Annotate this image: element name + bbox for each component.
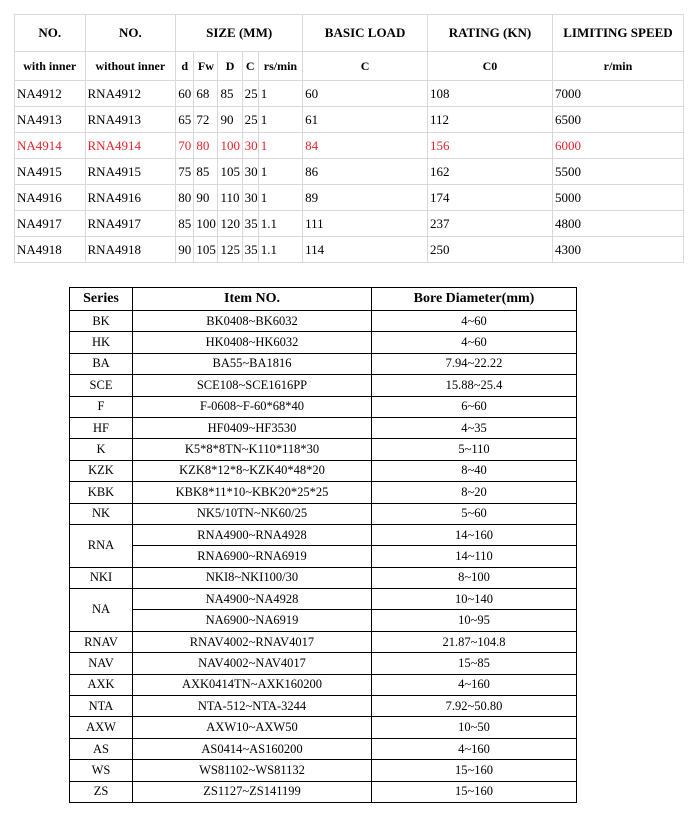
series-item-no: NA4900~NA4928 [133,589,372,610]
spec-row [15,185,684,211]
spec-cell-with-inner: NA4915 [15,159,86,185]
spec-row [15,81,684,107]
series-bore: 21.87~104.8 [372,631,577,652]
series-row [70,311,577,332]
header-no-without: NO. [85,15,176,52]
series-item-no: NAV4002~NAV4017 [133,653,372,674]
series-row [70,696,577,717]
spec-cell-rs: 1 [258,185,302,211]
header-outer-d: D [218,52,242,81]
series-item-no: HF0409~HF3530 [133,417,372,438]
spec-cell-c: 30 [242,159,258,185]
series-item-no: RNA6900~RNA6919 [133,546,372,567]
spec-cell-load-c: 89 [303,185,428,211]
series-row [70,760,577,781]
series-bore: 8~40 [372,460,577,481]
series-item-no: RNA4900~RNA4928 [133,524,372,545]
header-with-inner: with inner [15,52,86,81]
series-name: F [70,396,133,417]
spec-cell-load-c: 60 [303,81,428,107]
series-name: HK [70,332,133,353]
header-size: SIZE (MM) [176,15,303,52]
spec-cell-with-inner: NA4913 [15,107,86,133]
series-item-no: AS0414~AS160200 [133,738,372,759]
spec-cell-speed: 4300 [552,237,683,263]
series-row [70,524,577,545]
spec-cell-c: 25 [242,81,258,107]
series-item-no: KZK8*12*8~KZK40*48*20 [133,460,372,481]
series-row [70,567,577,588]
spec-cell-d: 65 [176,107,194,133]
spec-cell-speed: 5000 [552,185,683,211]
series-name: RNA [70,524,133,567]
spec-cell-c0: 250 [428,237,553,263]
spec-row [15,107,684,133]
series-item-no: AXK0414TN~AXK160200 [133,674,372,695]
spec-cell-rs: 1.1 [258,211,302,237]
series-row [70,717,577,738]
series-row [70,417,577,438]
spec-cell-with-inner: NA4917 [15,211,86,237]
header-rs: rs/min [258,52,302,81]
series-name: BK [70,311,133,332]
series-bore: 14~160 [372,524,577,545]
series-item-no: BK0408~BK6032 [133,311,372,332]
series-row [70,353,577,374]
spec-cell-without-inner: RNA4913 [85,107,176,133]
spec-cell-rs: 1.1 [258,237,302,263]
spec-row [15,133,684,159]
series-item-no: AXW10~AXW50 [133,717,372,738]
series-bore: 15.88~25.4 [372,375,577,396]
spec-cell-without-inner: RNA4914 [85,133,176,159]
series-bore: 15~160 [372,781,577,802]
header-c0: C0 [428,52,553,81]
header-basic-load: BASIC LOAD [303,15,428,52]
spec-cell-speed: 5500 [552,159,683,185]
spec-cell-without-inner: RNA4918 [85,237,176,263]
series-name: WS [70,760,133,781]
header-item-no: Item NO. [133,288,372,311]
spec-cell-speed: 7000 [552,81,683,107]
series-name: RNAV [70,631,133,652]
spec-cell-d: 85 [176,211,194,237]
series-item-no: F-0608~F-60*68*40 [133,396,372,417]
series-item-no: K5*8*8TN~K110*118*30 [133,439,372,460]
spec-cell-without-inner: RNA4916 [85,185,176,211]
series-name: HF [70,417,133,438]
series-row [70,610,577,631]
series-name: AXW [70,717,133,738]
spec-cell-D: 90 [218,107,242,133]
series-item-no: NK5/10TN~NK60/25 [133,503,372,524]
header-without-inner: without inner [85,52,176,81]
series-row [70,653,577,674]
spec-cell-load-c: 61 [303,107,428,133]
spec-header-row-1 [15,15,684,52]
spec-cell-d: 75 [176,159,194,185]
spec-cell-d: 70 [176,133,194,159]
spec-cell-c0: 237 [428,211,553,237]
spec-cell-D: 125 [218,237,242,263]
series-item-no: NKI8~NKI100/30 [133,567,372,588]
series-row [70,396,577,417]
spec-cell-fw: 100 [194,211,218,237]
series-name: SCE [70,375,133,396]
series-name: BA [70,353,133,374]
series-bore: 15~85 [372,653,577,674]
series-row [70,674,577,695]
series-item-no: WS81102~WS81132 [133,760,372,781]
spec-row [15,159,684,185]
series-bore: 5~110 [372,439,577,460]
header-d: d [176,52,194,81]
series-bore: 7.94~22.22 [372,353,577,374]
spec-row [15,211,684,237]
spec-cell-rs: 1 [258,159,302,185]
series-row [70,781,577,802]
spec-cell-load-c: 86 [303,159,428,185]
spec-row [15,237,684,263]
bearing-spec-table [14,14,684,263]
spec-cell-load-c: 111 [303,211,428,237]
series-bore: 7.92~50.80 [372,696,577,717]
spec-cell-with-inner: NA4916 [15,185,86,211]
spec-cell-d: 90 [176,237,194,263]
spec-cell-fw: 72 [194,107,218,133]
series-name: NA [70,589,133,632]
series-row [70,546,577,567]
spec-cell-rs: 1 [258,81,302,107]
spec-cell-c: 25 [242,107,258,133]
header-limiting-speed: LIMITING SPEED [552,15,683,52]
series-bore: 4~160 [372,738,577,759]
spec-cell-without-inner: RNA4912 [85,81,176,107]
series-name: KBK [70,482,133,503]
series-name: NTA [70,696,133,717]
series-row [70,482,577,503]
spec-cell-without-inner: RNA4917 [85,211,176,237]
series-row [70,738,577,759]
series-item-no: SCE108~SCE1616PP [133,375,372,396]
spec-cell-c0: 156 [428,133,553,159]
spec-cell-fw: 80 [194,133,218,159]
series-header-row [70,288,577,311]
spec-cell-c: 30 [242,133,258,159]
series-name: K [70,439,133,460]
series-table [69,287,577,803]
series-bore: 8~20 [372,482,577,503]
series-bore: 10~140 [372,589,577,610]
spec-cell-D: 85 [218,81,242,107]
series-bore: 8~100 [372,567,577,588]
spec-cell-d: 80 [176,185,194,211]
header-c-width: C [242,52,258,81]
series-bore: 6~60 [372,396,577,417]
spec-cell-c0: 108 [428,81,553,107]
spec-cell-D: 100 [218,133,242,159]
series-name: KZK [70,460,133,481]
series-item-no: ZS1127~ZS141199 [133,781,372,802]
series-name: NK [70,503,133,524]
series-row [70,375,577,396]
spec-cell-D: 110 [218,185,242,211]
series-name: ZS [70,781,133,802]
series-bore: 5~60 [372,503,577,524]
spec-cell-c0: 112 [428,107,553,133]
header-rmin: r/min [552,52,683,81]
spec-cell-D: 105 [218,159,242,185]
series-bore: 14~110 [372,546,577,567]
series-row [70,631,577,652]
spec-cell-c: 35 [242,237,258,263]
series-row [70,332,577,353]
series-bore: 4~60 [372,332,577,353]
spec-cell-fw: 85 [194,159,218,185]
spec-cell-with-inner: NA4914 [15,133,86,159]
series-name: AS [70,738,133,759]
spec-cell-fw: 105 [194,237,218,263]
series-item-no: NA6900~NA6919 [133,610,372,631]
series-name: NKI [70,567,133,588]
spec-cell-load-c: 114 [303,237,428,263]
series-item-no: KBK8*11*10~KBK20*25*25 [133,482,372,503]
spec-cell-with-inner: NA4918 [15,237,86,263]
spec-cell-without-inner: RNA4915 [85,159,176,185]
spec-cell-D: 120 [218,211,242,237]
spec-cell-d: 60 [176,81,194,107]
series-bore: 4~60 [372,311,577,332]
series-bore: 15~160 [372,760,577,781]
spec-cell-c0: 174 [428,185,553,211]
series-row [70,460,577,481]
series-bore: 4~35 [372,417,577,438]
series-bore: 10~50 [372,717,577,738]
spec-cell-with-inner: NA4912 [15,81,86,107]
spec-cell-c: 30 [242,185,258,211]
header-bore: Bore Diameter(mm) [372,288,577,311]
series-name: AXK [70,674,133,695]
spec-cell-speed: 6500 [552,107,683,133]
series-row [70,439,577,460]
header-c-load: C [303,52,428,81]
header-rating: RATING (KN) [428,15,553,52]
header-fw: Fw [194,52,218,81]
spec-header-row-2 [15,52,684,81]
header-series: Series [70,288,133,311]
header-no-with: NO. [15,15,86,52]
spec-cell-c: 35 [242,211,258,237]
series-bore: 4~160 [372,674,577,695]
spec-cell-speed: 4800 [552,211,683,237]
spec-cell-fw: 68 [194,81,218,107]
series-item-no: HK0408~HK6032 [133,332,372,353]
series-item-no: NTA-512~NTA-3244 [133,696,372,717]
series-row [70,589,577,610]
spec-cell-fw: 90 [194,185,218,211]
spec-cell-rs: 1 [258,133,302,159]
series-item-no: RNAV4002~RNAV4017 [133,631,372,652]
spec-cell-c0: 162 [428,159,553,185]
series-bore: 10~95 [372,610,577,631]
spec-cell-speed: 6000 [552,133,683,159]
series-row [70,503,577,524]
series-name: NAV [70,653,133,674]
spec-cell-rs: 1 [258,107,302,133]
spec-cell-load-c: 84 [303,133,428,159]
series-item-no: BA55~BA1816 [133,353,372,374]
